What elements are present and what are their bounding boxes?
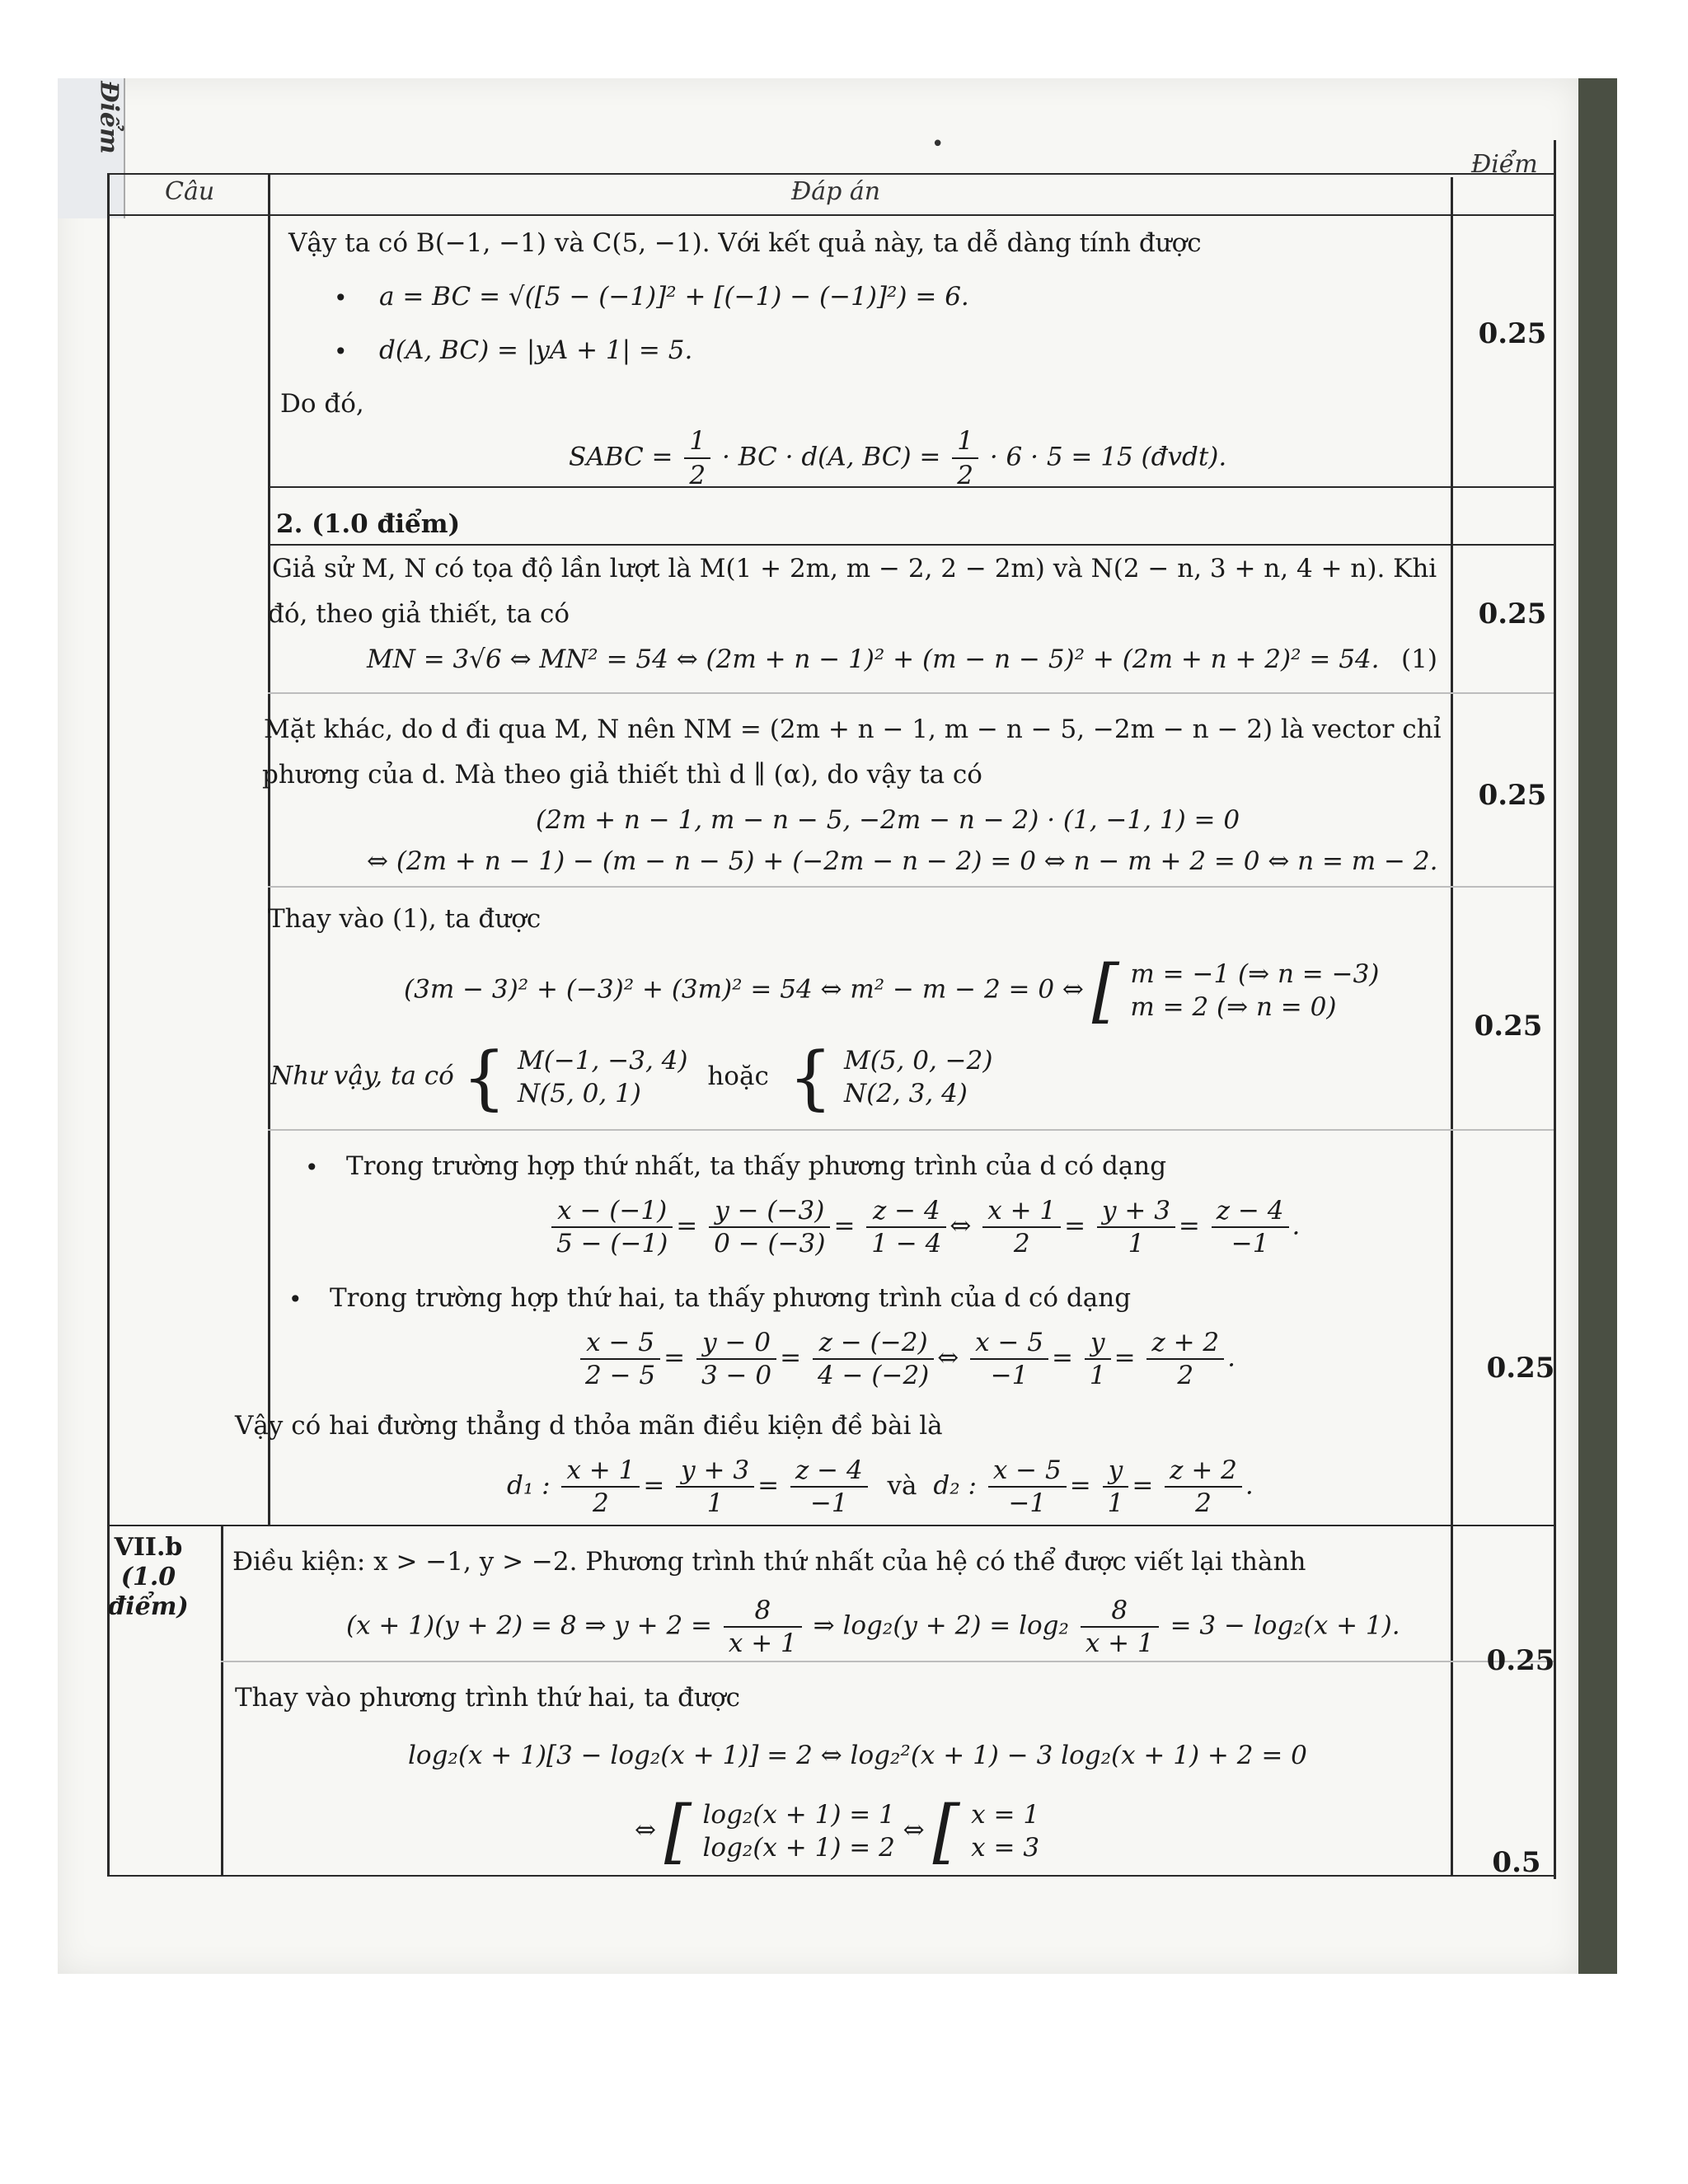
hoac-label: hoặc: [707, 1061, 769, 1091]
fraction-denominator: 2: [1177, 1361, 1194, 1390]
system-1: [518, 1044, 687, 1110]
row-divider-6: [107, 1525, 1554, 1526]
fraction: [709, 1195, 830, 1259]
fraction-numerator: x − (−1): [551, 1195, 673, 1228]
bullet-icon: •: [334, 284, 348, 312]
fraction: [696, 1327, 776, 1391]
system-brace: {: [788, 1037, 833, 1118]
block5-case2-text: Trong trường hợp thứ hai, ta thấy phương trình của d có dạng: [330, 1283, 1132, 1313]
fraction-numerator: x − 5: [970, 1327, 1048, 1360]
section-7b-cell: [78, 1533, 218, 1622]
column-divider-question: [268, 173, 270, 1525]
fraction-denominator: −1: [990, 1361, 1029, 1390]
line-d1-label: d₁ :: [507, 1470, 551, 1501]
system-1-N: N(5, 0, 1): [518, 1079, 641, 1108]
header-question: Câu: [165, 177, 215, 206]
nhuvay-label: Như vậy, ta có: [270, 1061, 454, 1091]
block7-solution: ⇔ [ log₂(x + 1) = 1 log₂(x + 1) = 2 ⇔ [ x = 1 x = 3: [635, 1791, 1040, 1872]
fraction-numerator: x + 1: [982, 1195, 1061, 1228]
fraction-denominator: 2 − 5: [585, 1361, 656, 1390]
block2-line3: MN = 3√6 ⇔ MN² = 54 ⇔ (2m + n − 1)² + (m − n − 5)² + (2m + n + 2)² = 54.: [367, 644, 1380, 674]
area-lhs: SABC =: [569, 442, 673, 472]
system-2: [844, 1044, 993, 1110]
x-solution-1: x = 1: [971, 1800, 1040, 1830]
fraction: [676, 1455, 754, 1519]
fraction-denominator: 4 − (−2): [817, 1361, 930, 1390]
fraction: [724, 1595, 802, 1659]
block5-case2-equation: $\frac{x - 5}{2 - 5}$ = $\frac{y - 0}{3 - 0}$ = $\frac{z - (-2)}{4 - (-2)}$ ⇔ $\frac{x - 5}{-1}$ = $\frac{y}{1}$ = $\frac{z + 2}{2}$ .: [577, 1327, 1236, 1391]
column-divider-question-lower: [221, 1525, 223, 1875]
fraction: [866, 1195, 946, 1259]
section-2-label: 2. (1.0 điểm): [276, 509, 461, 539]
block6-line1: Điều kiện: x > −1, y > −2. Phương trình thứ nhất của hệ có thể được viết lại thành: [232, 1547, 1306, 1577]
fraction-numerator: y: [1085, 1327, 1111, 1360]
case-list: [1130, 958, 1379, 1024]
fraction-denominator: 1 − 4: [871, 1229, 942, 1258]
block1-bullet2: d(A, BC) = |yA + 1| = 5.: [379, 335, 693, 365]
fraction-denominator: −1: [809, 1488, 848, 1518]
fraction-denominator: 2: [593, 1488, 609, 1518]
row-divider-3: [268, 692, 1554, 694]
fraction-denominator: 2: [689, 461, 706, 490]
block5-case1-text: Trong trường hợp thứ nhất, ta thấy phương trình của d có dạng: [346, 1151, 1167, 1181]
case-1: m = −1 (⇒ n = −3): [1130, 959, 1380, 989]
eq-part-c: = 3 − log₂(x + 1).: [1170, 1610, 1400, 1641]
header-score: Điểm: [1471, 150, 1538, 179]
log-cases: [702, 1798, 894, 1864]
case-bracket: [: [1091, 950, 1119, 1031]
fraction: [1146, 1327, 1224, 1391]
fraction-numerator: 1: [684, 424, 710, 459]
eq-part-a: (x + 1)(y + 2) = 8 ⇒ y + 2 =: [346, 1610, 713, 1641]
ink-dots: •: [931, 132, 945, 157]
x-solutions: [971, 1798, 1039, 1864]
column-divider-score: [1451, 177, 1453, 1875]
fraction: [1165, 1455, 1242, 1519]
section-7b-points: (1.0 điểm): [108, 1563, 189, 1621]
system-brace: {: [462, 1037, 507, 1118]
row-divider-2: [268, 544, 1554, 546]
area-end: · 6 · 5 = 15 (đvdt).: [989, 442, 1227, 472]
fraction-denominator: −1: [1231, 1229, 1269, 1258]
table-border-top: [107, 173, 1554, 175]
block5-case1-equation: $\frac{x - (-1)}{5 - (-1)}$ = $\frac{y - (-3)}{0 - (-3)}$ = $\frac{z - 4}{1 - 4}$ ⇔ $\frac{x + 1}{2}$ = $\frac{y + 3}{1}$ = $\frac{z - 4}{-1}$ .: [548, 1195, 1300, 1259]
block1-area-formula: [569, 424, 1226, 492]
header-divider: [107, 214, 1554, 216]
row-divider-5: [268, 1129, 1554, 1131]
fraction-denominator: 2: [1195, 1488, 1212, 1518]
half-fraction: [952, 424, 978, 492]
block4-conclusion: [270, 1037, 993, 1118]
side-tab: [58, 78, 125, 218]
fraction-numerator: z − (−2): [813, 1327, 934, 1360]
score-block5: 0.25: [1486, 1352, 1555, 1385]
fraction-denominator: 1: [1107, 1488, 1124, 1518]
fraction: [1081, 1595, 1159, 1659]
score-block4: 0.25: [1474, 1010, 1543, 1043]
fraction: [561, 1455, 640, 1519]
score-block6: 0.25: [1486, 1644, 1555, 1677]
system-2-N: N(2, 3, 4): [843, 1079, 968, 1108]
block5-conclusion: Vậy có hai đường thẳng d thỏa mãn điều kiện đề bài là: [235, 1411, 943, 1441]
fraction: [988, 1455, 1067, 1519]
score-block3: 0.25: [1478, 779, 1547, 812]
fraction: [970, 1327, 1048, 1391]
fraction-denominator: 3 − 0: [701, 1361, 772, 1390]
fraction-numerator: x − 5: [580, 1327, 660, 1360]
line-d2-label: d₂ :: [933, 1470, 977, 1501]
log-case-1: log₂(x + 1) = 1: [702, 1800, 895, 1830]
score-block1: 0.25: [1478, 317, 1547, 350]
block5-lines: d₁ : $\frac{x + 1}{2}$ = $\frac{y + 3}{1}$ = $\frac{z - 4}{-1}$ và d₂ : $\frac{x - 5}{-1}$ = $\frac{y}{1}$ = $\frac{z + 2}{2}$ .: [507, 1455, 1254, 1518]
block7-line1: Thay vào phương trình thứ hai, ta được: [235, 1683, 741, 1713]
table-border-bottom: [107, 1875, 1554, 1877]
block1-dodo: Do đó,: [280, 389, 364, 419]
fraction-numerator: z − 4: [866, 1195, 946, 1228]
section-2-title: [276, 509, 460, 539]
fraction-denominator: 5 − (−1): [556, 1229, 668, 1258]
fraction-numerator: y − 0: [696, 1327, 776, 1360]
case-bracket: [: [932, 1791, 960, 1872]
system-2-M: M(5, 0, −2): [843, 1046, 993, 1076]
case-bracket: [: [663, 1791, 692, 1872]
x-solution-2: x = 3: [971, 1833, 1040, 1863]
fraction-denominator: −1: [1008, 1488, 1047, 1518]
fraction-denominator: 1: [1128, 1229, 1145, 1258]
system-1-M: M(−1, −3, 4): [518, 1046, 688, 1076]
fraction-denominator: 2: [1013, 1229, 1030, 1258]
bullet-icon: •: [334, 338, 348, 365]
fraction: [790, 1455, 868, 1519]
block4-line1: Thay vào (1), ta được: [268, 904, 542, 934]
block3-line3: (2m + n − 1, m − n − 5, −2m − n − 2) · (1, −1, 1) = 0: [536, 805, 1240, 835]
fraction-denominator: x + 1: [1085, 1629, 1154, 1658]
log-case-2: log₂(x + 1) = 2: [702, 1833, 895, 1863]
va-label: và: [887, 1470, 917, 1501]
fraction-numerator: z − 4: [790, 1455, 868, 1488]
block2-line2: đó, theo giả thiết, ta có: [268, 599, 570, 629]
fraction-numerator: x − 5: [988, 1455, 1067, 1488]
fraction: [1097, 1195, 1175, 1259]
block4-equation: [404, 950, 1380, 1031]
fraction: [551, 1195, 673, 1259]
row-divider-7: [221, 1661, 1554, 1662]
eq-part-b: ⇒ log₂(y + 2) = log₂: [813, 1610, 1069, 1641]
half-fraction: [684, 424, 710, 492]
block3-line1: Mặt khác, do d đi qua M, N nên NM = (2m + n − 1, m − n − 5, −2m − n − 2) là vector chỉ: [264, 715, 1442, 744]
fraction-denominator: 0 − (−3): [714, 1229, 826, 1258]
header-answer: Đáp án: [791, 177, 881, 206]
fraction-numerator: z + 2: [1146, 1327, 1224, 1360]
fraction: [1103, 1455, 1129, 1519]
fraction-numerator: y: [1103, 1455, 1129, 1488]
fraction-denominator: 1: [1089, 1361, 1106, 1390]
fraction-denominator: x + 1: [728, 1629, 797, 1658]
fraction-numerator: z − 4: [1212, 1195, 1289, 1228]
block1-bullet1: a = BC = √([5 − (−1)]² + [(−1) − (−1)]²) = 6.: [379, 282, 969, 312]
equation-tag-1: (1): [1401, 644, 1437, 674]
fraction-numerator: 8: [1081, 1595, 1159, 1628]
quadratic-equation: (3m − 3)² + (−3)² + (3m)² = 54 ⇔ m² − m − 2 = 0 ⇔: [404, 974, 1084, 1005]
fraction: [1212, 1195, 1289, 1259]
fraction-numerator: y + 3: [676, 1455, 754, 1488]
block3-line2: phương của d. Mà theo giả thiết thì d ∥ (α), do vậy ta có: [262, 760, 982, 790]
block7-equation: log₂(x + 1)[3 − log₂(x + 1)] = 2 ⇔ log₂²(x + 1) − 3 log₂(x + 1) + 2 = 0: [408, 1741, 1307, 1770]
area-middle: · BC · d(A, BC) =: [721, 442, 941, 472]
block2-line1: Giả sử M, N có tọa độ lần lượt là M(1 + 2m, m − 2, 2 − 2m) và N(2 − n, 3 + n, 4 + n). Khi: [272, 554, 1437, 583]
case-2: m = 2 (⇒ n = 0): [1130, 992, 1337, 1022]
side-tab-label: Điểm: [94, 81, 124, 154]
bullet-icon: •: [288, 1286, 302, 1313]
row-divider-4: [268, 886, 1554, 888]
fraction-numerator: y − (−3): [709, 1195, 830, 1228]
bullet-icon: •: [305, 1154, 319, 1181]
fraction-numerator: y + 3: [1097, 1195, 1175, 1228]
fraction-numerator: z + 2: [1165, 1455, 1242, 1488]
fraction: [982, 1195, 1061, 1259]
score-block2: 0.25: [1478, 598, 1547, 630]
fraction: [580, 1327, 660, 1391]
block1-intro: Vậy ta có B(−1, −1) và C(5, −1). Với kết quả này, ta dễ dàng tính được: [288, 228, 1202, 258]
fraction-numerator: 8: [724, 1595, 802, 1628]
fraction: [813, 1327, 934, 1391]
fraction: [1085, 1327, 1111, 1391]
fraction-numerator: x + 1: [561, 1455, 640, 1488]
block3-line4: ⇔ (2m + n − 1) − (m − n − 5) + (−2m − n − 2) = 0 ⇔ n − m + 2 = 0 ⇔ n = m − 2.: [367, 846, 1438, 876]
block6-equation: [346, 1595, 1400, 1659]
section-7b-label: VII.b: [114, 1533, 183, 1562]
fraction-denominator: 1: [706, 1488, 724, 1518]
fraction-denominator: 2: [957, 461, 973, 490]
score-block7: 0.5: [1492, 1846, 1541, 1879]
fraction-numerator: 1: [952, 424, 978, 459]
